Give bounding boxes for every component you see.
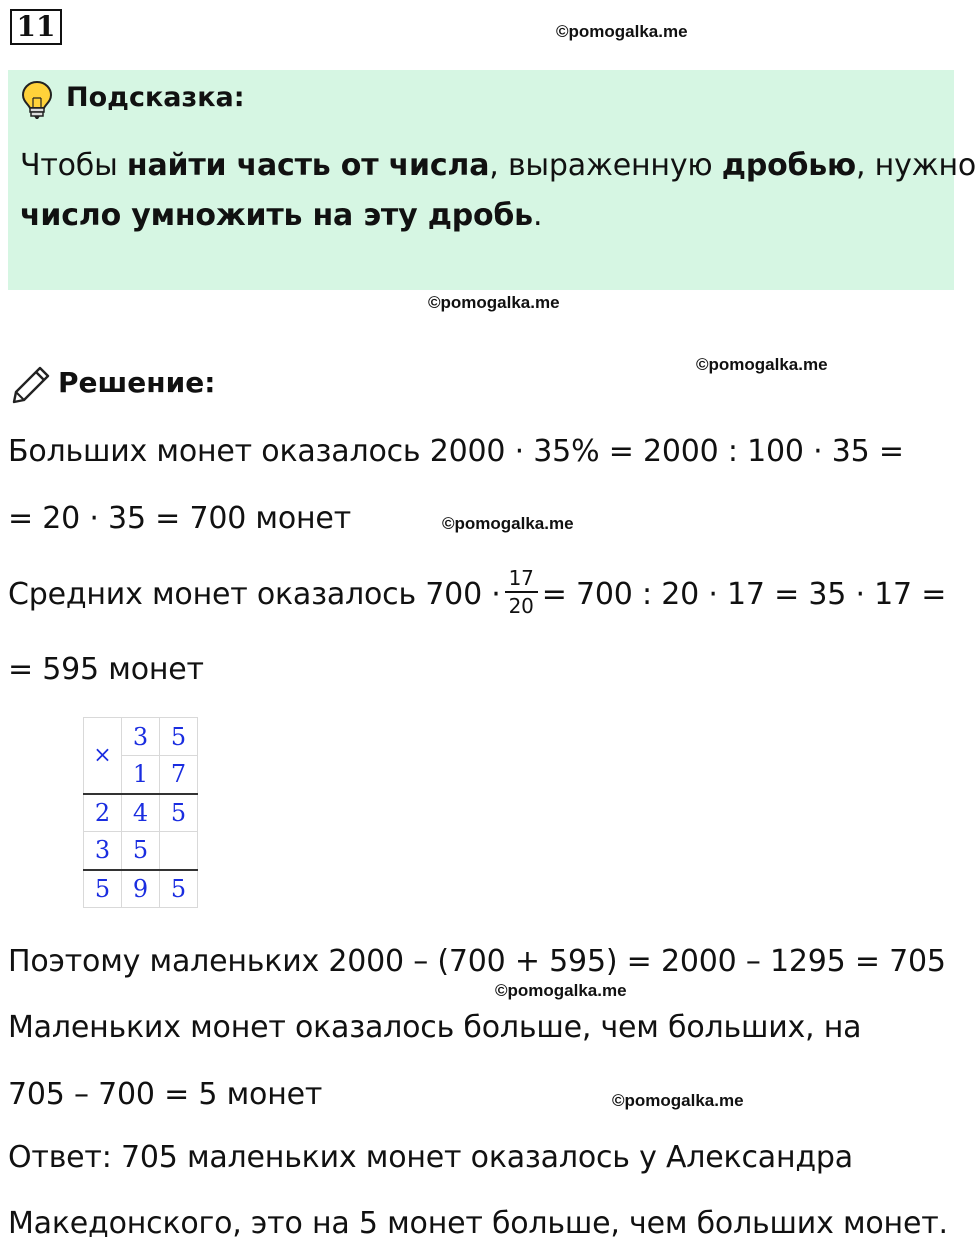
hint-emphasis: дробью [721,148,856,183]
hint-line-2 [20,198,542,233]
watermark: ©pomogalka.me [428,293,560,312]
digit-cell [160,832,198,870]
task-number: 11 [10,9,62,45]
digit-cell: 9 [122,870,160,908]
digit-cell: 5 [122,832,160,870]
hint-text: Чтобы [20,148,127,183]
watermark: ©pomogalka.me [556,22,688,41]
lightbulb-icon [20,80,54,120]
solution-line: 705 – 700 = 5 монет [8,1077,323,1112]
solution-line: Маленьких монет оказалось больше, чем больших, на [8,1010,862,1045]
watermark: ©pomogalka.me [442,514,574,533]
solution-line: Поэтому маленьких 2000 – (700 + 595) = 2000 – 1295 = 705 [8,944,946,979]
digit-cell: 7 [160,756,198,794]
hint-emphasis: найти часть от числа [126,148,490,183]
fraction-line [8,567,946,623]
solution-text: = 700 : 20 · 17 = 35 · 17 = [541,577,947,612]
digit-cell: 2 [84,794,122,832]
fraction-denominator: 20 [508,593,534,618]
digit-cell: 5 [160,718,198,756]
digit-cell: 4 [122,794,160,832]
column-multiplication [83,717,198,908]
pencil-icon [10,364,52,406]
hint-title: Подсказка: [66,82,245,113]
hint-text: . [532,198,543,233]
solution-text: Средних монет оказалось 700 · [8,577,501,612]
digit-cell: 5 [160,794,198,832]
hint-text: , выраженную [489,148,722,183]
watermark: ©pomogalka.me [612,1091,744,1110]
solution-title: Решение: [58,366,216,399]
watermark: ©pomogalka.me [495,981,627,1000]
multiply-sign: × [84,718,122,794]
fraction-numerator: 17 [505,566,538,593]
fraction [505,566,538,618]
digit-cell: 1 [122,756,160,794]
watermark: ©pomogalka.me [696,355,828,374]
answer-line: Ответ: 705 маленьких монет оказалось у Александра [8,1140,853,1175]
digit-cell: 3 [122,718,160,756]
hint-text: , нужно [856,148,976,183]
hint-emphasis: число умножить на эту дробь [20,198,533,233]
solution-line: = 20 · 35 = 700 монет [8,501,351,536]
digit-cell: 5 [160,870,198,908]
solution-line: = 595 монет [8,652,204,687]
answer-line: Македонского, это на 5 монет больше, чем больших монет. [8,1206,948,1241]
solution-line: Больших монет оказалось 2000 · 35% = 2000 : 100 · 35 = [8,434,904,469]
hint-line-1 [20,148,976,183]
digit-cell: 3 [84,832,122,870]
digit-cell: 5 [84,870,122,908]
